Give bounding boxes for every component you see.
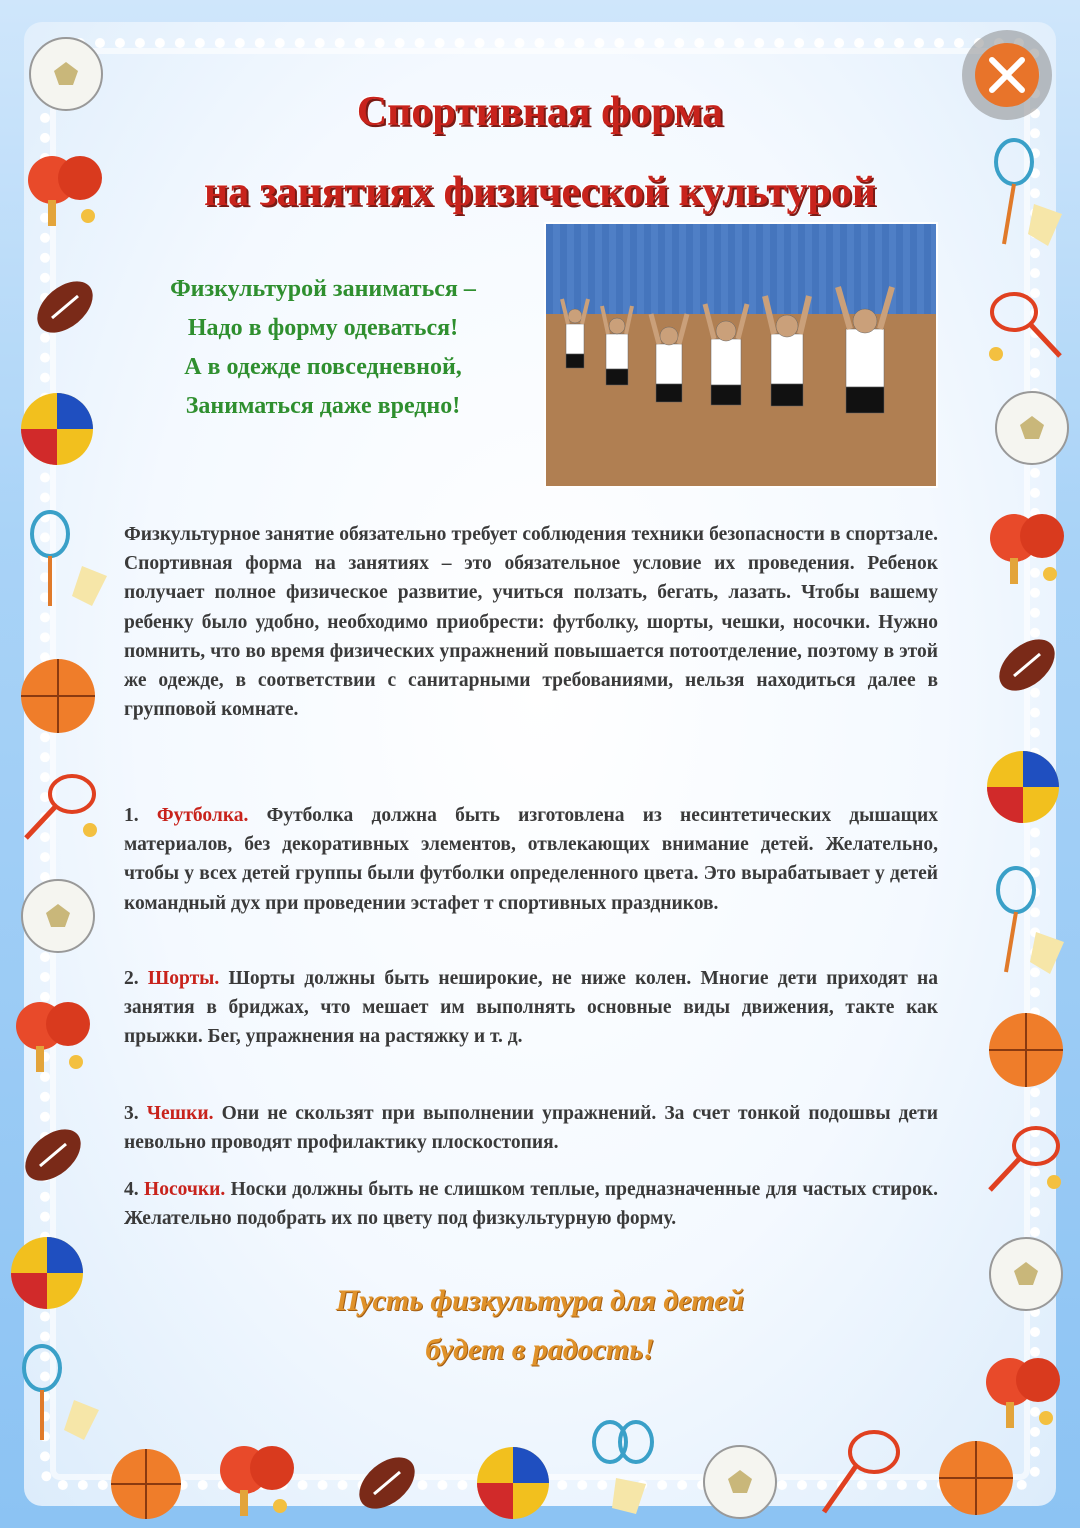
- poem: [118, 270, 528, 426]
- badminton-icon: [984, 134, 1064, 254]
- item-shoes: [124, 1099, 938, 1157]
- item-tshirt: [124, 801, 938, 918]
- volleyball-icon: [474, 1444, 552, 1522]
- poem-line: Физкультурой заниматься –: [170, 276, 476, 302]
- item-text: Носки должны быть не слишком теплые, предназначенные для частых стирок. Желательно подобрать их по цвету под физкультурную форму.: [124, 1179, 939, 1230]
- close-button[interactable]: [962, 30, 1052, 120]
- ping-pong-paddles-icon: [980, 1352, 1066, 1432]
- item-term: Носочки.: [144, 1179, 226, 1200]
- badminton-icon: [986, 862, 1066, 982]
- tennis-racket-icon: [20, 768, 100, 848]
- soccer-ball-icon: [20, 878, 96, 954]
- tennis-racket-icon: [816, 1424, 906, 1520]
- item-number: 1.: [124, 805, 139, 826]
- item-term: Футболка.: [156, 805, 249, 826]
- closing-line-1: Пусть физкультура для детей: [335, 1284, 745, 1317]
- closing-line-2: будет в радость!: [425, 1333, 655, 1366]
- soccer-ball-icon: [994, 390, 1070, 466]
- american-football-icon: [992, 630, 1062, 700]
- badminton-icon: [22, 506, 112, 616]
- ping-pong-paddles-icon: [22, 150, 108, 230]
- item-term: Шорты.: [147, 968, 220, 989]
- basketball-icon: [108, 1446, 184, 1522]
- item-text: Они не скользят при выполнении упражнений. За счет тонкой подошвы дети невольно проводят профилактику плоскостопия.: [124, 1103, 939, 1154]
- volleyball-icon: [8, 1234, 86, 1312]
- children-exercise-illustration: [546, 224, 936, 486]
- basketball-icon: [18, 656, 98, 736]
- item-text: Футболка должна быть изготовлена из несинтетических дышащих материалов, без декоративных элементов, отвлекающих внимание детей. Желательно, чтобы у всех детей группы были футболки определенного цвета. Это вырабатывает у детей командный дух при проведении эстафет т спортивных праздников.: [124, 805, 939, 914]
- volleyball-icon: [984, 748, 1062, 826]
- badminton-icon: [14, 1340, 104, 1450]
- ping-pong-paddles-icon: [214, 1440, 300, 1520]
- item-shorts: [124, 964, 938, 1052]
- item-number: 2.: [124, 968, 139, 989]
- soccer-ball-icon: [28, 36, 104, 112]
- tennis-racket-icon: [984, 284, 1064, 364]
- soccer-ball-icon: [988, 1236, 1064, 1312]
- poem-line: А в одежде повседневной,: [184, 354, 462, 380]
- item-socks: [124, 1175, 938, 1233]
- title-line-1: Спортивная форма: [356, 89, 724, 135]
- basketball-icon: [986, 1010, 1066, 1090]
- item-term: Чешки.: [146, 1103, 214, 1124]
- tennis-racket-icon: [984, 1120, 1064, 1200]
- title-line-2: на занятиях физической культурой: [203, 169, 877, 215]
- volleyball-icon: [18, 390, 96, 468]
- american-football-icon: [18, 1120, 88, 1190]
- american-football-icon: [30, 272, 100, 342]
- item-text: Шорты должны быть неширокие, не ниже колен. Многие дети приходят на занятия в бриджах, что мешает им выполнять основные виды движения, такте как прыжки. Бег, упражнения на растяжку и т. д.: [124, 968, 938, 1048]
- item-number: 4.: [124, 1179, 139, 1200]
- intro-paragraph: Физкультурное занятие обязательно требует соблюдения техники безопасности в спортзале. Спортивная форма на занятиях – это обязательное условие их проведения. Ребенок получает полное физическое развитие, учиться ползать, бегать, лазать. Чтобы вашему ребенку было удобно, необходимо приобрести: футболку, шорты, чешки, носочки. Нужно помнить, что во время физических упражнений повышается потоотделение, поэтому в этой же одежде, в соответствии с санитарными требованиями, нельзя находиться далее в групповой комнате.: [124, 524, 938, 721]
- soccer-ball-icon: [702, 1444, 778, 1520]
- badminton-icon: [586, 1418, 666, 1518]
- ping-pong-paddles-icon: [984, 508, 1070, 588]
- ping-pong-paddles-icon: [10, 996, 96, 1076]
- american-football-icon: [352, 1448, 422, 1518]
- basketball-icon: [936, 1438, 1016, 1518]
- close-icon: [962, 30, 1052, 120]
- poem-line: Надо в форму одеваться!: [187, 315, 459, 341]
- poem-line: Заниматься даже вредно!: [185, 393, 461, 419]
- item-number: 3.: [124, 1103, 139, 1124]
- children-exercise-photo: [544, 222, 938, 488]
